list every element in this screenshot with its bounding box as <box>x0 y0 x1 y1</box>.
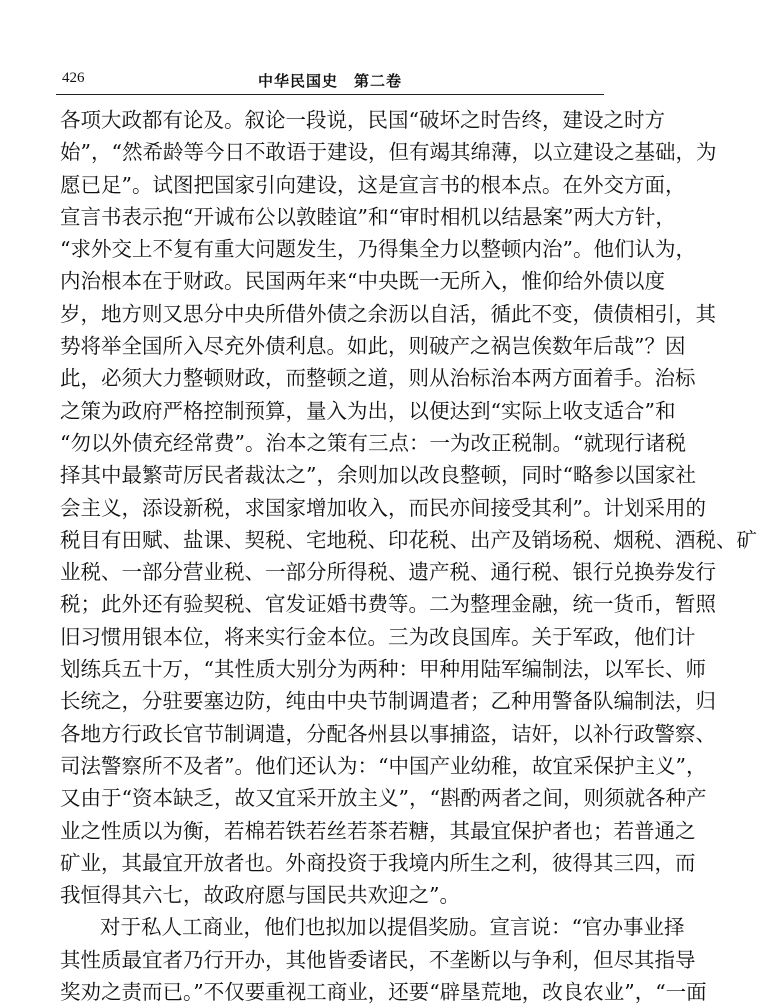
text-line: 内治根本在于财政。民国两年来“中央既一无所入，惟仰给外债以度 <box>60 269 665 294</box>
text-line: 长统之，分驻要塞边防，纯由中央节制调遣者；乙种用警备队编制法，归 <box>60 689 716 714</box>
text-line: 各地方行政长官节制调遣，分配各州县以事捕盗，诘奸，以补行政警察、 <box>60 721 716 746</box>
text-line: 岁，地方则又思分中央所借外债之余沥以自活，循此不变，债债相引，其 <box>60 301 716 326</box>
text-line: 我恒得其六七，故政府愿与国民共欢迎之”。 <box>60 883 460 908</box>
text-line: 之策为政府严格控制预算，量入为出，以便达到“实际上收支适合”和 <box>60 398 676 423</box>
body-text <box>60 104 757 1008</box>
text-line: 此，必须大力整顿财政，而整顿之道，则从治标治本两方面着手。治标 <box>60 366 696 391</box>
text-line: 划练兵五十万，“其性质大别分为两种：甲种用陆军编制法，以军长、师 <box>60 657 706 682</box>
text-line: 司法警察所不及者”。他们还认为：“中国产业幼稚，故宜采保护主义”， <box>60 753 707 778</box>
page-number: 426 <box>62 70 85 86</box>
text-line: 始”，“然希龄等今日不敢语于建设，但有竭其绵薄，以立建设之基础，为 <box>60 140 717 165</box>
text-line: 各项大政都有论及。叙论一段说，民国“破坏之时告终，建设之时方 <box>60 108 665 132</box>
running-header <box>56 68 604 95</box>
text-line: 税；此外还有验契税、官发证婚书费等。二为整理金融，统一货币，暂照 <box>60 592 716 617</box>
text-line: 势将举全国所入尽充外债利息。如此，则破产之祸岂俟数年后哉”？因 <box>60 334 686 359</box>
text-line: 业之性质以为衡，若棉若铁若丝若茶若糖，其最宜保护者也；若普通之 <box>60 818 696 843</box>
text-line: 又由于“资本缺乏，故又宜采开放主义”，“斟酌两者之间，则须就各种产 <box>60 786 707 811</box>
paragraph-first-line: 对于私人工商业，他们也拟加以提倡奖励。宣言说：“官办事业择 <box>100 915 685 940</box>
text-line: 其性质最宜者乃行开办，其他皆委诸民，不垄断以与争利，但尽其指导 <box>60 947 696 972</box>
text-line: 愿已足”。试图把国家引向建设，这是宣言书的根本点。在外交方面， <box>60 172 686 197</box>
text-line: “求外交上不复有重大问题发生，乃得集全力以整顿内治”。他们认为， <box>60 237 696 262</box>
text-line: “勿以外债充经常费”。治本之策有三点：一为改正税制。“就现行诸税 <box>60 430 686 455</box>
text-line: 税目有田赋、盐课、契税、宅地税、印花税、出产及销场税、烟税、酒税、矿 <box>60 527 757 552</box>
text-line: 旧习惯用银本位，将来实行金本位。三为改良国库。关于军政，他们计 <box>60 624 696 649</box>
text-line: 会主义，添设新税，求国家增加收入，而民亦间接受其利”。计划采用的 <box>60 495 706 520</box>
text-line: 择其中最繁苛厉民者裁汰之”，余则加以改良整顿，同时“略参以国家社 <box>60 463 696 488</box>
text-line: 矿业，其最宜开放者也。外商投资于我境内所生之利，彼得其三四，而 <box>60 850 696 875</box>
running-title: 中华民国史 第二卷 <box>257 72 402 90</box>
text-line: 宣言书表示抱“开诚布公以敦睦谊”和“审时相机以结悬案”两大方针， <box>60 204 676 229</box>
text-line: 奖劝之责而已。”不仅要重视工商业，还要“辟垦荒地，改良农业”，“一面 <box>60 980 707 1005</box>
text-line: 业税、一部分营业税、一部分所得税、遗产税、通行税、银行兑换券发行 <box>60 560 716 585</box>
